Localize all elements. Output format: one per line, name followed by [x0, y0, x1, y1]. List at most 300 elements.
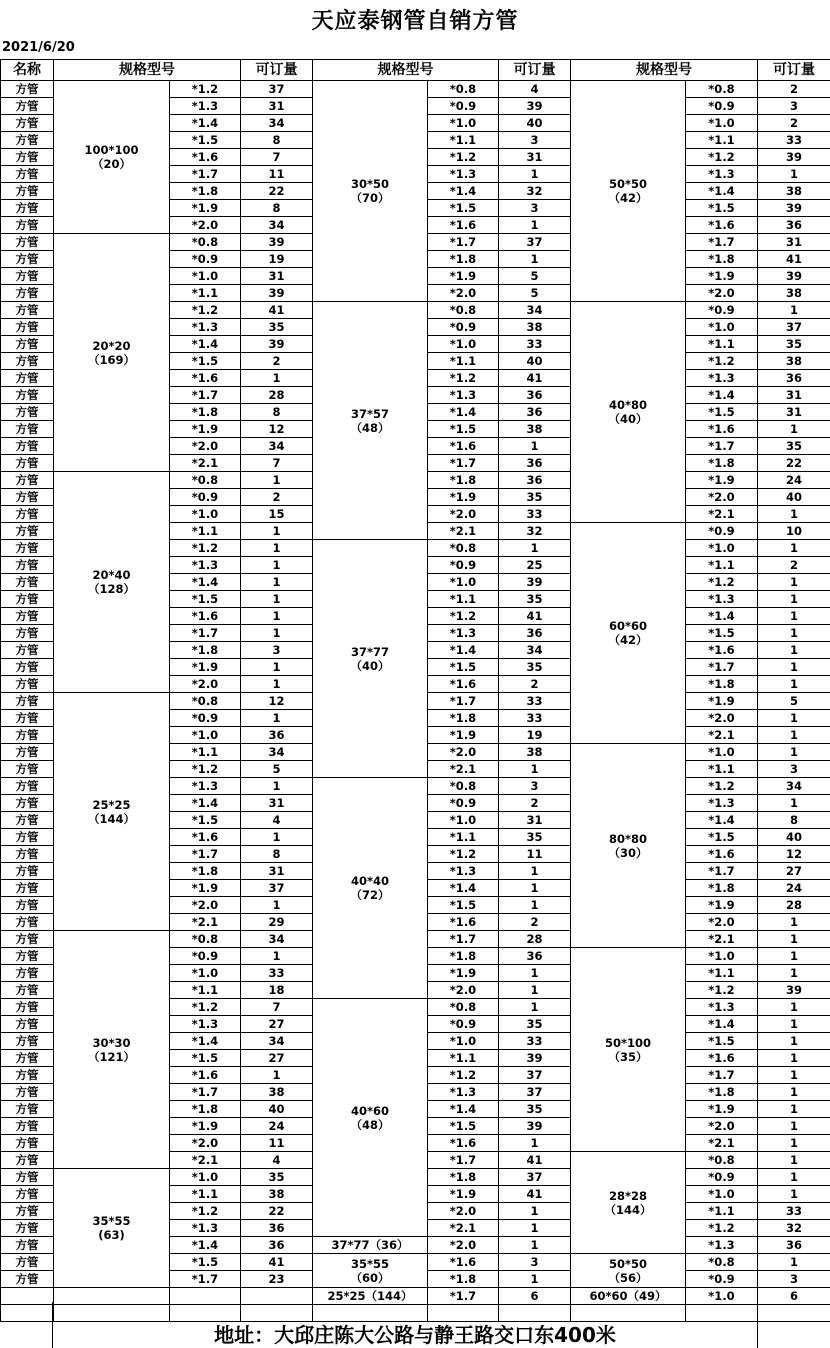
thickness-cell: *1.8: [170, 404, 241, 421]
thickness-cell: *2.0: [170, 438, 241, 455]
product-name-cell: 方管: [1, 1152, 54, 1169]
quantity-cell: 35: [241, 1169, 313, 1186]
size-label: 25*25（144）: [327, 1289, 413, 1303]
quantity-cell: 12: [241, 421, 313, 438]
thickness-cell: *1.6: [686, 421, 758, 438]
product-name-cell: 方管: [1, 353, 54, 370]
thickness-cell: *1.1: [170, 523, 241, 540]
thickness-cell: *1.5: [170, 1050, 241, 1067]
quantity-cell: 1: [241, 676, 313, 693]
product-name-cell: 方管: [1, 234, 54, 251]
thickness-cell: *1.1: [170, 982, 241, 999]
thickness-cell: *1.6: [170, 608, 241, 625]
thickness-cell: *1.5: [686, 625, 758, 642]
thickness-cell: *1.5: [428, 659, 499, 676]
product-name-cell: 方管: [1, 761, 54, 778]
size-cell: [54, 81, 170, 234]
thickness-cell: *1.5: [170, 812, 241, 829]
quantity-cell: 1: [241, 948, 313, 965]
quantity-cell: 18: [241, 982, 313, 999]
thickness-cell: *0.9: [428, 1016, 499, 1033]
thickness-cell: *1.8: [428, 948, 499, 965]
product-name-cell: 方管: [1, 557, 54, 574]
thickness-cell: *2.0: [428, 285, 499, 302]
quantity-cell: 1: [241, 897, 313, 914]
thickness-cell: *1.3: [686, 795, 758, 812]
header-name: 名称: [1, 60, 54, 81]
size-label: 25*25: [92, 797, 131, 812]
quantity-cell: 36: [241, 1237, 313, 1254]
thickness-cell: *0.9: [428, 557, 499, 574]
thickness-cell: *1.5: [428, 200, 499, 217]
thickness-cell: *0.9: [686, 302, 758, 319]
quantity-cell: 36: [499, 387, 571, 404]
thickness-cell: *1.8: [428, 251, 499, 268]
thickness-cell: *1.2: [686, 353, 758, 370]
quantity-cell: 1: [758, 744, 830, 761]
quantity-cell: 1: [758, 710, 830, 727]
thickness-cell: *1.0: [686, 319, 758, 336]
thickness-cell: *1.3: [170, 1016, 241, 1033]
thickness-cell: *1.2: [170, 761, 241, 778]
quantity-cell: 6: [758, 1288, 830, 1305]
quantity-cell: 1: [499, 863, 571, 880]
size-label: 20*40: [92, 568, 131, 582]
product-name-cell: 方管: [1, 319, 54, 336]
size-cell: [571, 744, 686, 948]
product-name-cell: 方管: [1, 1050, 54, 1067]
size-label: 50*50: [608, 1256, 648, 1271]
product-name-cell: [1, 1288, 54, 1305]
size-total: （144）: [604, 1202, 652, 1217]
thickness-cell: *0.8: [170, 472, 241, 489]
quantity-cell: 27: [241, 1050, 313, 1067]
thickness-cell: *2.0: [428, 1237, 499, 1254]
product-name-cell: 方管: [1, 880, 54, 897]
size-label: 20*20: [92, 338, 131, 353]
quantity-cell: 41: [499, 370, 571, 387]
thickness-cell: *1.1: [428, 132, 499, 149]
quantity-cell: 39: [499, 1050, 571, 1067]
product-name-cell: 方管: [1, 676, 54, 693]
quantity-cell: 34: [241, 217, 313, 234]
date-label: 2021/6/20: [2, 40, 75, 55]
quantity-cell: 1: [499, 1237, 571, 1254]
thickness-cell: *1.9: [428, 727, 499, 744]
product-name-cell: 方管: [1, 387, 54, 404]
quantity-cell: 36: [499, 404, 571, 421]
quantity-cell: 34: [241, 931, 313, 948]
quantity-cell: 2: [499, 795, 571, 812]
thickness-cell: *2.0: [428, 1203, 499, 1220]
size-cell: [571, 948, 686, 1152]
quantity-cell: 24: [758, 472, 830, 489]
thickness-cell: *1.8: [170, 1101, 241, 1118]
thickness-cell: *1.9: [686, 1101, 758, 1118]
thickness-cell: *1.0: [170, 965, 241, 982]
thickness-cell: *1.7: [170, 625, 241, 642]
quantity-cell: 8: [241, 404, 313, 421]
product-name-cell: 方管: [1, 1237, 54, 1254]
size-cell: [571, 1254, 686, 1288]
table-row: [1, 1288, 830, 1305]
thickness-cell: *1.7: [428, 234, 499, 251]
thickness-cell: *1.4: [686, 812, 758, 829]
thickness-cell: *2.0: [686, 285, 758, 302]
quantity-cell: 1: [758, 625, 830, 642]
quantity-cell: 35: [499, 1101, 571, 1118]
thickness-cell: *2.0: [170, 1135, 241, 1152]
thickness-cell: *0.8: [170, 931, 241, 948]
quantity-cell: 2: [241, 489, 313, 506]
quantity-cell: 22: [758, 455, 830, 472]
table-row: [1, 81, 830, 98]
size-total: （48）: [350, 1117, 390, 1132]
quantity-cell: 39: [758, 268, 830, 285]
thickness-cell: *1.5: [170, 132, 241, 149]
quantity-cell: 3: [758, 1271, 830, 1288]
product-name-cell: 方管: [1, 1254, 54, 1271]
thickness-cell: *1.1: [686, 761, 758, 778]
quantity-cell: 1: [758, 302, 830, 319]
thickness-cell: *2.0: [686, 1118, 758, 1135]
quantity-cell: 29: [241, 914, 313, 931]
quantity-cell: 36: [499, 455, 571, 472]
quantity-cell: 1: [499, 999, 571, 1016]
thickness-cell: *1.7: [170, 1084, 241, 1101]
quantity-cell: 1: [241, 523, 313, 540]
product-name-cell: 方管: [1, 727, 54, 744]
product-name-cell: 方管: [1, 574, 54, 591]
size-total: (63): [98, 1228, 125, 1242]
size-cell: [54, 1169, 170, 1288]
empty-cell: [54, 1288, 170, 1305]
stock-table: [0, 59, 830, 1322]
quantity-cell: 1: [758, 506, 830, 523]
thickness-cell: *2.0: [686, 710, 758, 727]
quantity-cell: 1: [499, 761, 571, 778]
size-label: 28*28: [608, 1188, 648, 1203]
thickness-cell: *1.7: [686, 863, 758, 880]
thickness-cell: *2.0: [686, 914, 758, 931]
quantity-cell: 32: [499, 183, 571, 200]
size-cell: [313, 302, 428, 540]
quantity-cell: 37: [499, 234, 571, 251]
thickness-cell: *1.4: [428, 642, 499, 659]
thickness-cell: *1.7: [170, 1271, 241, 1288]
product-name-cell: 方管: [1, 523, 54, 540]
thickness-cell: *1.0: [428, 1033, 499, 1050]
size-total: （40）: [608, 412, 648, 426]
quantity-cell: 10: [758, 523, 830, 540]
quantity-cell: 37: [241, 81, 313, 98]
quantity-cell: 1: [758, 999, 830, 1016]
product-name-cell: 方管: [1, 438, 54, 455]
thickness-cell: *0.8: [428, 999, 499, 1016]
thickness-cell: *1.2: [170, 999, 241, 1016]
header-spec: 规格型号: [54, 60, 241, 81]
thickness-cell: *1.5: [686, 200, 758, 217]
product-name-cell: 方管: [1, 132, 54, 149]
quantity-cell: 38: [758, 353, 830, 370]
quantity-cell: 1: [758, 931, 830, 948]
thickness-cell: *1.4: [170, 115, 241, 132]
thickness-cell: *1.2: [686, 778, 758, 795]
address-footer: 地址：大邱庄陈大公路与静王路交口东400米: [214, 1323, 616, 1347]
product-name-cell: 方管: [1, 336, 54, 353]
quantity-cell: 4: [241, 812, 313, 829]
size-total: （144）: [87, 811, 135, 826]
thickness-cell: *1.0: [686, 540, 758, 557]
product-name-cell: 方管: [1, 642, 54, 659]
quantity-cell: 3: [499, 1254, 571, 1271]
quantity-cell: 1: [499, 1203, 571, 1220]
quantity-cell: 1: [241, 778, 313, 795]
thickness-cell: *1.9: [686, 268, 758, 285]
thickness-cell: *2.1: [428, 523, 499, 540]
product-name-cell: 方管: [1, 744, 54, 761]
quantity-cell: 1: [241, 1067, 313, 1084]
size-total: （40）: [350, 658, 390, 673]
thickness-cell: *1.1: [686, 336, 758, 353]
size-total: （48）: [350, 420, 390, 435]
quantity-cell: 7: [241, 999, 313, 1016]
quantity-cell: 36: [241, 1220, 313, 1237]
thickness-cell: *2.1: [686, 931, 758, 948]
thickness-cell: *1.3: [170, 778, 241, 795]
quantity-cell: 4: [499, 81, 571, 98]
quantity-cell: 39: [758, 200, 830, 217]
quantity-cell: 24: [241, 1118, 313, 1135]
quantity-cell: 23: [241, 1271, 313, 1288]
size-total: （60）: [350, 1270, 390, 1285]
product-name-cell: 方管: [1, 1101, 54, 1118]
thickness-cell: *1.4: [170, 795, 241, 812]
thickness-cell: *2.0: [170, 897, 241, 914]
quantity-cell: 1: [758, 540, 830, 557]
thickness-cell: *1.4: [686, 1016, 758, 1033]
quantity-cell: 2: [758, 115, 830, 132]
thickness-cell: *0.8: [170, 234, 241, 251]
thickness-cell: *1.1: [686, 1203, 758, 1220]
product-name-cell: 方管: [1, 965, 54, 982]
quantity-cell: 1: [758, 795, 830, 812]
quantity-cell: 36: [499, 472, 571, 489]
product-name-cell: 方管: [1, 982, 54, 999]
thickness-cell: *1.5: [170, 353, 241, 370]
thickness-cell: *1.1: [686, 557, 758, 574]
thickness-cell: *1.7: [428, 455, 499, 472]
size-cell: [313, 1288, 428, 1305]
thickness-cell: *1.8: [686, 455, 758, 472]
product-name-cell: 方管: [1, 1220, 54, 1237]
quantity-cell: 38: [499, 421, 571, 438]
quantity-cell: 1: [758, 166, 830, 183]
size-cell: [571, 523, 686, 744]
quantity-cell: 1: [241, 625, 313, 642]
thickness-cell: *2.0: [428, 982, 499, 999]
thickness-cell: *1.4: [170, 574, 241, 591]
thickness-cell: *1.4: [170, 1033, 241, 1050]
quantity-cell: 34: [241, 115, 313, 132]
quantity-cell: 3: [499, 200, 571, 217]
quantity-cell: 32: [758, 1220, 830, 1237]
quantity-cell: 41: [241, 1254, 313, 1271]
quantity-cell: 1: [499, 251, 571, 268]
quantity-cell: 41: [758, 251, 830, 268]
quantity-cell: 1: [758, 1016, 830, 1033]
product-name-cell: 方管: [1, 795, 54, 812]
quantity-cell: 1: [758, 608, 830, 625]
thickness-cell: *1.1: [170, 285, 241, 302]
product-name-cell: 方管: [1, 506, 54, 523]
thickness-cell: *1.4: [428, 404, 499, 421]
quantity-cell: 28: [499, 931, 571, 948]
quantity-cell: 1: [499, 1271, 571, 1288]
product-name-cell: 方管: [1, 999, 54, 1016]
size-total: （70）: [350, 191, 390, 205]
quantity-cell: 19: [499, 727, 571, 744]
thickness-cell: *1.7: [428, 931, 499, 948]
thickness-cell: *1.3: [170, 557, 241, 574]
quantity-cell: 27: [241, 1016, 313, 1033]
quantity-cell: 1: [758, 574, 830, 591]
quantity-cell: 35: [241, 319, 313, 336]
thickness-cell: *1.5: [686, 404, 758, 421]
quantity-cell: 32: [499, 523, 571, 540]
quantity-cell: 3: [758, 98, 830, 115]
thickness-cell: *1.0: [686, 115, 758, 132]
thickness-cell: *1.6: [686, 1050, 758, 1067]
quantity-cell: 1: [499, 965, 571, 982]
quantity-cell: 36: [758, 217, 830, 234]
thickness-cell: *1.8: [428, 472, 499, 489]
quantity-cell: 34: [241, 1033, 313, 1050]
product-name-cell: 方管: [1, 1118, 54, 1135]
thickness-cell: *1.3: [428, 387, 499, 404]
product-name-cell: 方管: [1, 217, 54, 234]
thickness-cell: *1.1: [686, 965, 758, 982]
size-cell: [313, 1254, 428, 1288]
thickness-cell: *1.0: [428, 336, 499, 353]
thickness-cell: *1.3: [428, 1084, 499, 1101]
product-name-cell: 方管: [1, 455, 54, 472]
thickness-cell: *1.6: [686, 846, 758, 863]
product-name-cell: 方管: [1, 812, 54, 829]
quantity-cell: 25: [499, 557, 571, 574]
quantity-cell: 37: [241, 880, 313, 897]
quantity-cell: 2: [499, 676, 571, 693]
quantity-cell: 1: [758, 948, 830, 965]
quantity-cell: 33: [758, 1203, 830, 1220]
thickness-cell: *1.6: [428, 676, 499, 693]
quantity-cell: 11: [241, 1135, 313, 1152]
quantity-cell: 33: [499, 506, 571, 523]
thickness-cell: *2.1: [170, 455, 241, 472]
thickness-cell: *1.6: [170, 829, 241, 846]
product-name-cell: 方管: [1, 1186, 54, 1203]
quantity-cell: 1: [499, 166, 571, 183]
thickness-cell: *1.6: [428, 217, 499, 234]
thickness-cell: *1.1: [428, 829, 499, 846]
thickness-cell: *0.8: [428, 81, 499, 98]
quantity-cell: 1: [758, 1050, 830, 1067]
quantity-cell: 37: [499, 1084, 571, 1101]
thickness-cell: *1.6: [428, 914, 499, 931]
size-label: 37*77: [350, 644, 390, 659]
product-name-cell: 方管: [1, 693, 54, 710]
quantity-cell: 2: [758, 557, 830, 574]
thickness-cell: *1.2: [170, 1203, 241, 1220]
quantity-cell: 1: [499, 897, 571, 914]
quantity-cell: 31: [241, 98, 313, 115]
size-label: 30*50: [350, 177, 390, 191]
thickness-cell: *1.5: [428, 1118, 499, 1135]
quantity-cell: 33: [499, 693, 571, 710]
thickness-cell: *1.2: [428, 608, 499, 625]
quantity-cell: 33: [499, 710, 571, 727]
thickness-cell: *1.7: [170, 387, 241, 404]
thickness-cell: *1.7: [686, 438, 758, 455]
quantity-cell: 39: [499, 1118, 571, 1135]
thickness-cell: *1.3: [428, 863, 499, 880]
size-label: 35*55: [350, 1256, 390, 1271]
quantity-cell: 1: [241, 370, 313, 387]
thickness-cell: *2.0: [686, 489, 758, 506]
quantity-cell: 38: [241, 1084, 313, 1101]
quantity-cell: 8: [241, 132, 313, 149]
product-name-cell: 方管: [1, 404, 54, 421]
thickness-cell: *1.2: [428, 846, 499, 863]
quantity-cell: 5: [499, 285, 571, 302]
thickness-cell: *1.7: [686, 1067, 758, 1084]
quantity-cell: 1: [241, 540, 313, 557]
quantity-cell: 1: [241, 574, 313, 591]
quantity-cell: 2: [241, 353, 313, 370]
thickness-cell: *0.8: [428, 540, 499, 557]
product-name-cell: 方管: [1, 1169, 54, 1186]
quantity-cell: 38: [758, 183, 830, 200]
quantity-cell: 3: [758, 761, 830, 778]
quantity-cell: 6: [499, 1288, 571, 1305]
quantity-cell: 35: [499, 1016, 571, 1033]
quantity-cell: 1: [241, 659, 313, 676]
thickness-cell: *1.0: [428, 812, 499, 829]
product-name-cell: 方管: [1, 370, 54, 387]
thickness-cell: *1.2: [428, 1067, 499, 1084]
product-name-cell: 方管: [1, 659, 54, 676]
quantity-cell: 1: [758, 642, 830, 659]
thickness-cell: *1.9: [170, 421, 241, 438]
product-name-cell: 方管: [1, 81, 54, 98]
size-label: 80*80: [608, 831, 648, 846]
thickness-cell: *1.8: [428, 1271, 499, 1288]
quantity-cell: 28: [241, 387, 313, 404]
size-label: 40*80: [608, 398, 648, 412]
size-label: 40*60: [350, 1103, 390, 1118]
thickness-cell: *1.0: [170, 268, 241, 285]
product-name-cell: 方管: [1, 897, 54, 914]
thickness-cell: *1.8: [428, 710, 499, 727]
thickness-cell: *0.9: [170, 489, 241, 506]
thickness-cell: *1.6: [170, 370, 241, 387]
size-cell: [54, 234, 170, 472]
quantity-cell: 34: [499, 302, 571, 319]
thickness-cell: *1.3: [428, 625, 499, 642]
thickness-cell: *2.1: [428, 761, 499, 778]
quantity-cell: 34: [241, 438, 313, 455]
quantity-cell: 39: [241, 336, 313, 353]
